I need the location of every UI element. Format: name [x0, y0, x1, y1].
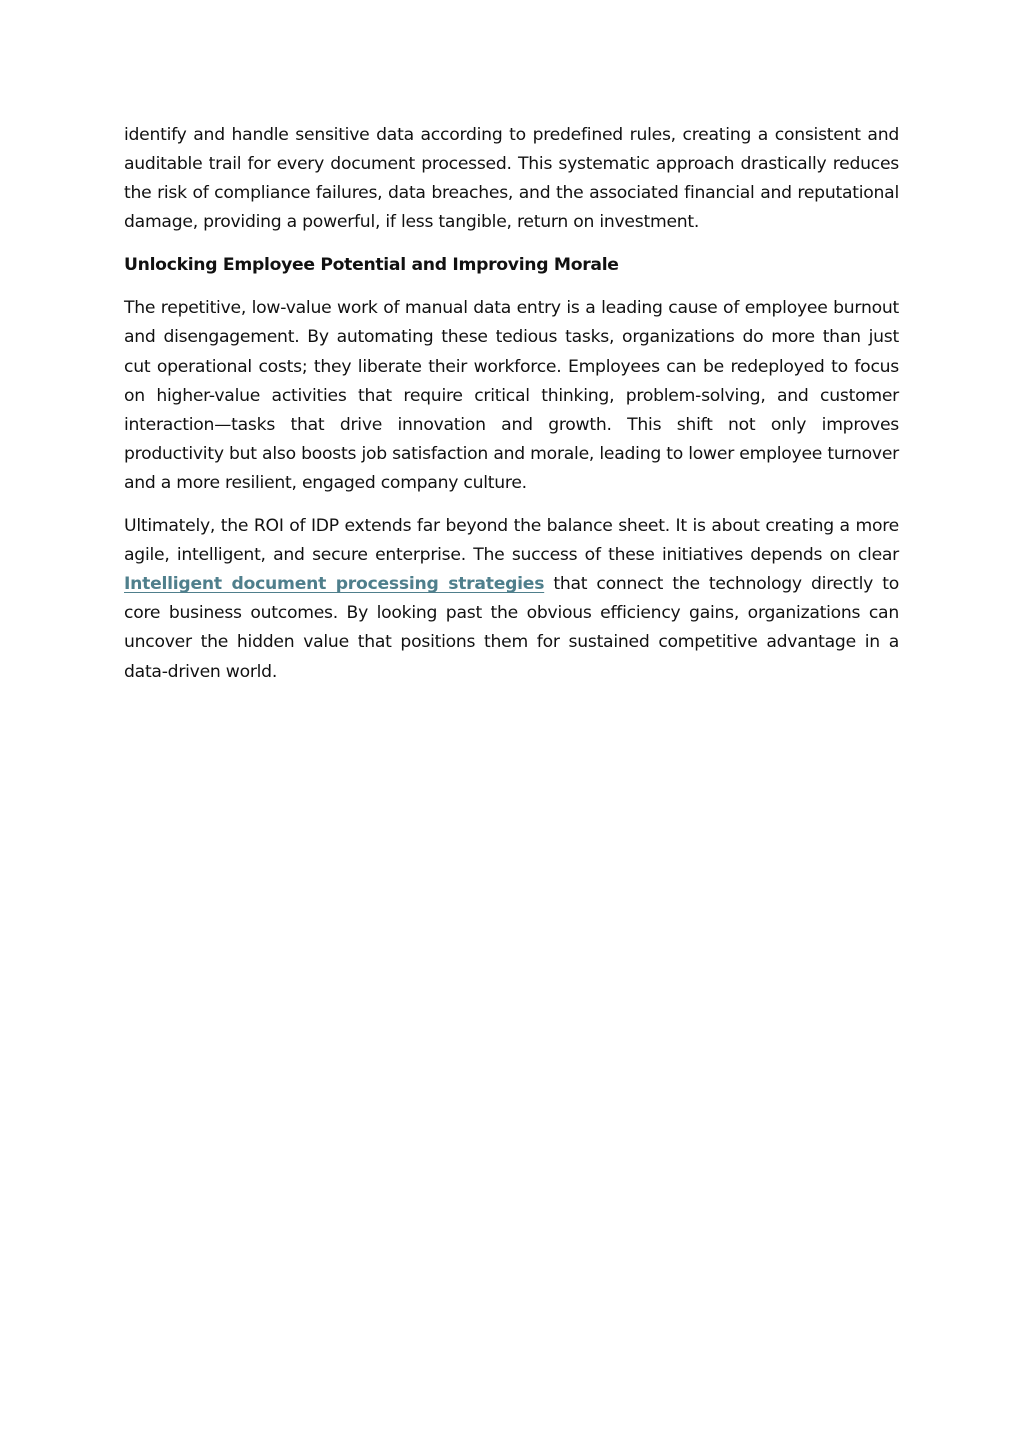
paragraph-roi-conclusion [124, 512, 899, 687]
section-heading-employee-potential: Unlocking Employee Potential and Improving Morale [124, 255, 619, 276]
idp-strategies-link[interactable]: Intelligent document processing strategies [124, 574, 545, 595]
paragraph-text-after-link: that connect the technology directly to core business outcomes. By looking past the obvious efficiency gains, organizations can uncover the hidden value that positions them for sustained competitive advantage in a data-driven world. [124, 574, 899, 682]
paragraph-employee-morale: The repetitive, low-value work of manual data entry is a leading cause of employee burnout and disengagement. By automating these tedious tasks, organizations do more than just cut operational costs; they liberate their workforce. Employees can be redeployed to focus on higher-value activities that require critical thinking, problem-solving, and customer interaction—tasks that drive innovation and growth. This shift not only improves productivity but also boosts job satisfaction and morale, leading to lower employee turnover and a more resilient, engaged company culture. [124, 298, 899, 493]
paragraph-text-before-link: Ultimately, the ROI of IDP extends far beyond the balance sheet. It is about creating a more agile, intelligent, and secure enterprise. The success of these initiatives depends on clear [124, 516, 899, 566]
paragraph-compliance: identify and handle sensitive data according to predefined rules, creating a consistent and auditable trail for every document processed. This systematic approach drastically reduces the risk of compliance failures, data breaches, and the associated financial and reputational damage, providing a powerful, if less tangible, return on investment. [124, 125, 899, 233]
document-body [124, 121, 899, 701]
